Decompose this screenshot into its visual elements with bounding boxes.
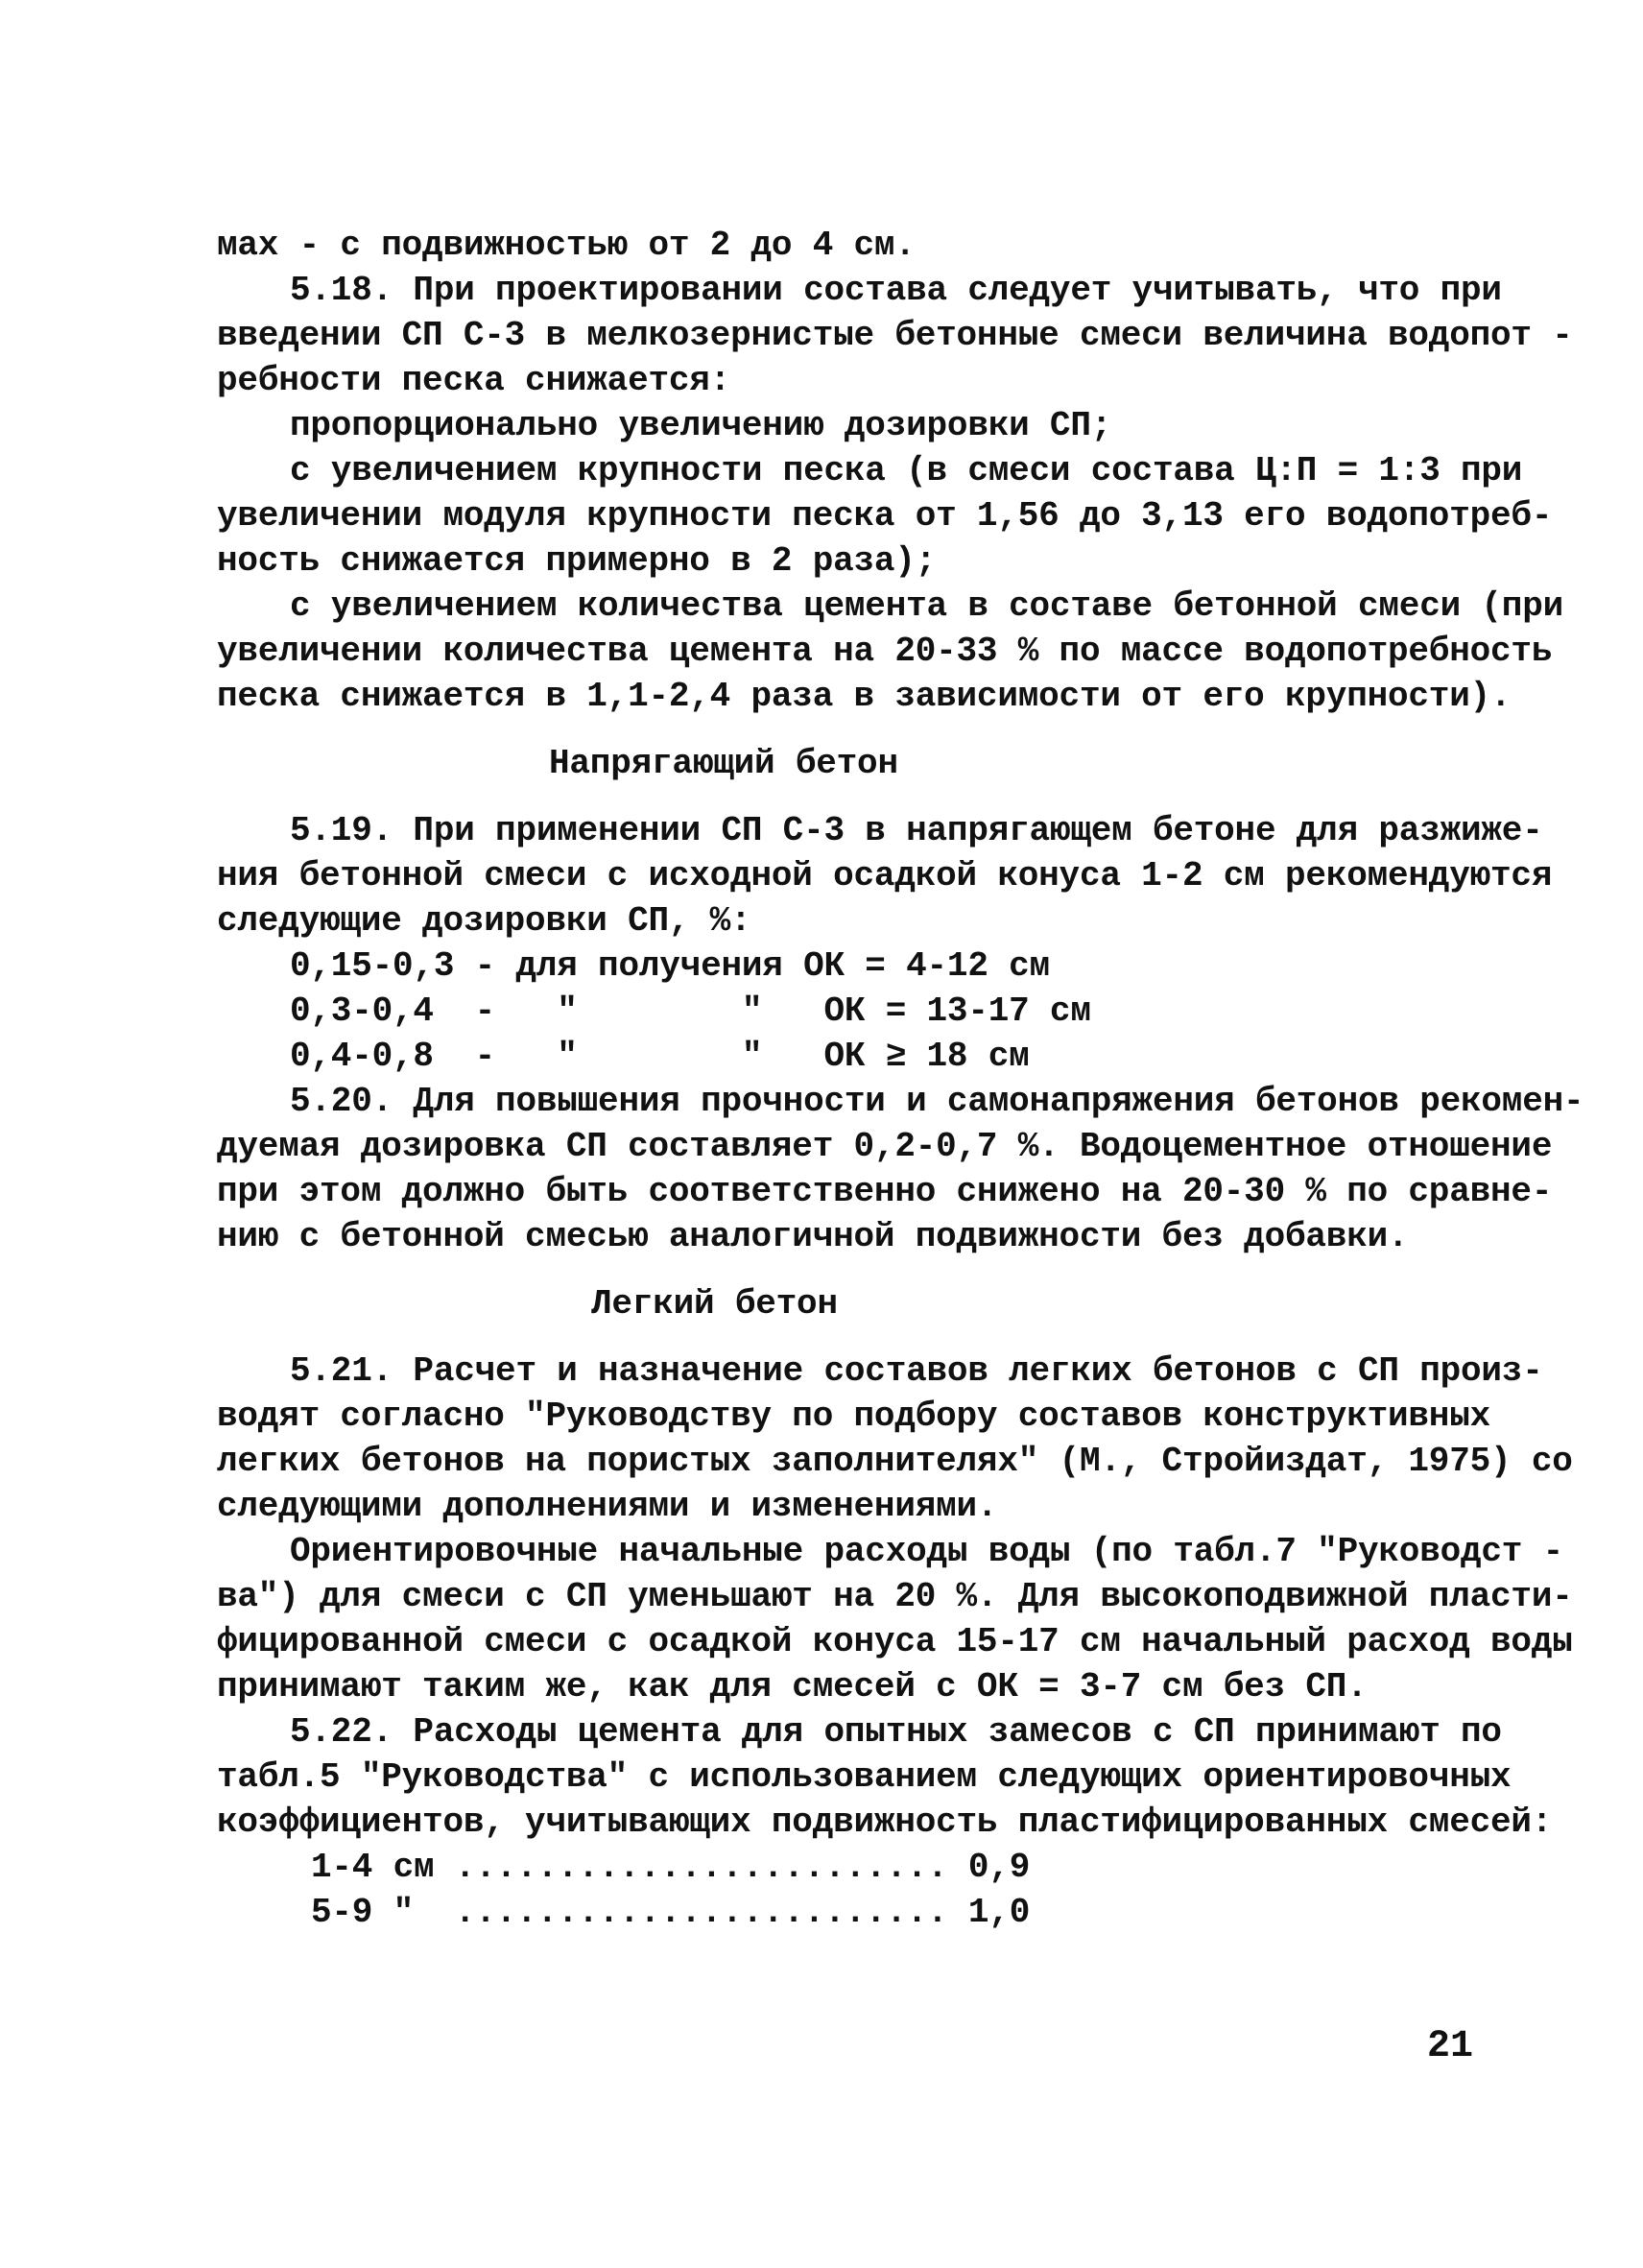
paragraph-5-20-first-line: 5.20. Для повышения прочности и самонапряжения бетонов рекомен-	[290, 1082, 1584, 1121]
body-text	[217, 223, 1584, 1935]
text-line: дуемая дозировка СП составляет 0,2-0,7 %. Водоцементное отношение	[217, 1127, 1553, 1166]
page-number: 21	[1427, 2025, 1474, 2068]
text-line: увеличении количества цемента на 20-33 % по массе водопотребность	[217, 632, 1553, 671]
text-line: при этом должно быть соответственно снижено на 20-30 % по сравне-	[217, 1172, 1553, 1211]
text-line: фицированной смеси с осадкой конуса 15-17 см начальный расход воды	[217, 1622, 1573, 1661]
text-line: увеличении модуля крупности песка от 1,56 до 3,13 его водопотреб-	[217, 496, 1553, 536]
text-line: ребности песка снижается:	[217, 361, 731, 400]
paragraph-water-first-line: Ориентировочные начальные расходы воды (по табл.7 "Руководст -	[290, 1532, 1564, 1571]
text-line: введении СП С-3 в мелкозернистые бетонные смеси величина водопот -	[217, 316, 1573, 355]
dosage-row: 0,15-0,3 - для получения ОК = 4-12 см	[290, 946, 1050, 986]
list-item-cement-amount: с увеличением количества цемента в составе бетонной смеси (при	[290, 586, 1564, 626]
coefficient-row: 5-9 " ........................ 1,0	[311, 1893, 1031, 1932]
text-line: мах - с подвижностью от 2 до 4 см.	[217, 226, 916, 265]
text-line: ния бетонной смеси с исходной осадкой конуса 1-2 см рекомендуются	[217, 856, 1553, 895]
text-line: легких бетонов на пористых заполнителях" (М., Стройиздат, 1975) со	[217, 1442, 1573, 1481]
dosage-row: 0,4-0,8 - " " ОК ≥ 18 см	[290, 1037, 1030, 1076]
paragraph-5-19-first-line: 5.19. При применении СП С-3 в напрягающем бетоне для разжиже-	[290, 811, 1543, 850]
text-line: песка снижается в 1,1-2,4 раза в зависимости от его крупности).	[217, 677, 1512, 716]
list-item-proportional: пропорционально увеличению дозировки СП;	[290, 406, 1112, 445]
text-line: водят согласно "Руководству по подбору составов конструктивных	[217, 1397, 1491, 1436]
paragraph-5-18-first-line: 5.18. При проектировании состава следует учитывать, что при	[290, 271, 1502, 310]
text-line: следующими дополнениями и изменениями.	[217, 1487, 998, 1526]
text-line: табл.5 "Руководства" с использованием следующих ориентировочных	[217, 1757, 1512, 1797]
coefficient-row: 1-4 см ........................ 0,9	[311, 1848, 1031, 1887]
paragraph-5-22-first-line: 5.22. Расходы цемента для опытных замесов с СП принимают по	[290, 1712, 1502, 1752]
text-line: следующие дозировки СП, %:	[217, 901, 751, 941]
dosage-row: 0,3-0,4 - " " ОК = 13-17 см	[290, 991, 1091, 1031]
text-line: ва") для смеси с СП уменьшают на 20 %. Для высокоподвижной пласти-	[217, 1577, 1573, 1616]
text-line: принимают таким же, как для смесей с ОК = 3-7 см без СП.	[217, 1667, 1368, 1707]
list-item-sand-size: с увеличением крупности песка (в смеси состава Ц:П = 1:3 при	[290, 451, 1523, 490]
text-line: коэффициентов, учитывающих подвижность пластифицированных смесей:	[217, 1802, 1553, 1842]
paragraph-5-21-first-line: 5.21. Расчет и назначение составов легких бетонов с СП произ-	[290, 1351, 1543, 1391]
text-line: ность снижается примерно в 2 раза);	[217, 541, 937, 581]
text-line: нию с бетонной смесью аналогичной подвижности без добавки.	[217, 1217, 1409, 1256]
section-heading-expanding-concrete: Напрягающий бетон	[549, 744, 898, 783]
section-heading-lightweight-concrete: Легкий бетон	[591, 1284, 838, 1324]
